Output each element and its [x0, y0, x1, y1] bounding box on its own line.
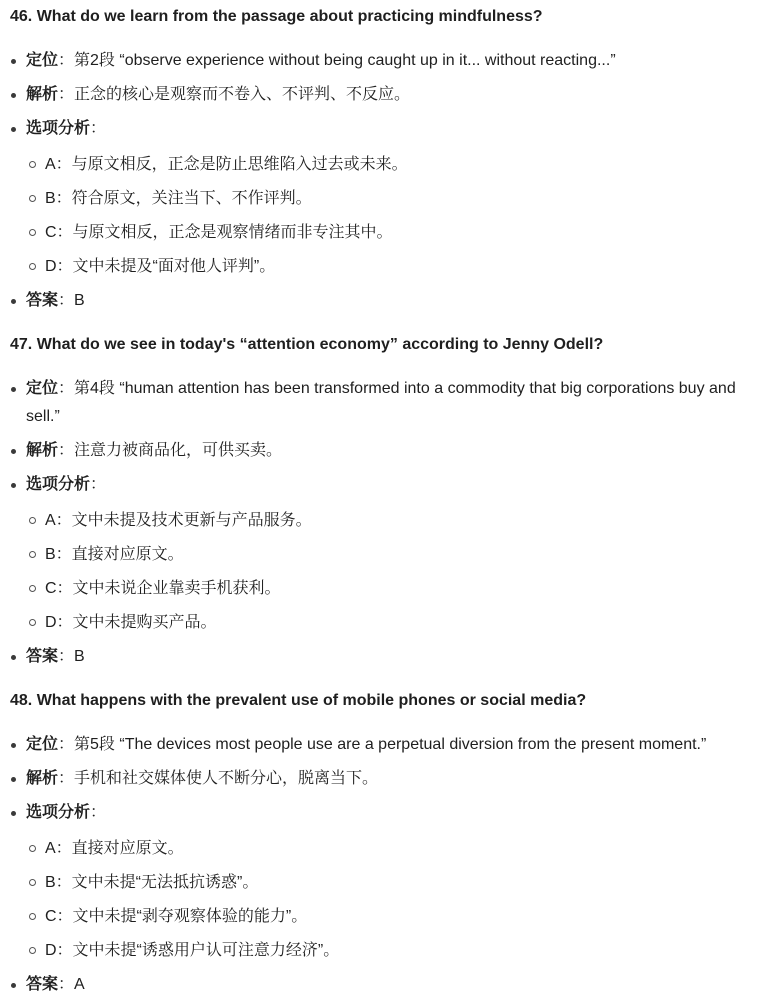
answer-item	[26, 971, 755, 999]
option-item: C：文中未说企业靠卖手机获利。	[45, 575, 755, 603]
locate-label: 定位	[26, 52, 59, 69]
option-item: A：与原文相反，正念是防止思维陷入过去或未来。	[45, 151, 755, 179]
answer-label: 答案	[26, 648, 59, 665]
question-title: 48. What happens with the prevalent use of mobile phones or social media?	[10, 692, 587, 709]
answer-item	[26, 287, 755, 315]
option-item: C：文中未提“剥夺观察体验的能力”。	[45, 903, 755, 931]
locate-text: ：第5段 “The devices most people use are a perpetual diversion from the present moment.”	[58, 736, 707, 753]
explain-label: 解析	[26, 442, 59, 459]
answer-text: ：B	[58, 648, 85, 665]
answer-text: ：A	[58, 976, 85, 993]
options-label: 选项分析	[26, 120, 91, 137]
question-title: 47. What do we see in today's “attention economy” according to Jenny Odell?	[10, 336, 604, 353]
answer-item	[26, 643, 755, 671]
explain-text: ：手机和社交媒体使人不断分心，脱离当下。	[58, 770, 379, 787]
locate-label: 定位	[26, 736, 59, 753]
option-item: D：文中未提“诱惑用户认可注意力经济”。	[45, 937, 755, 965]
locate-item	[26, 731, 755, 759]
answer-text: ：B	[58, 292, 85, 309]
option-item: B：符合原文，关注当下、不作评判。	[45, 185, 755, 213]
question-title: 46. What do we learn from the passage about practicing mindfulness?	[10, 8, 543, 25]
options-heading	[26, 471, 755, 499]
explain-item	[26, 765, 755, 793]
options-suffix: ：	[90, 804, 107, 821]
options-suffix: ：	[90, 476, 107, 493]
option-item: D：文中未提及“面对他人评判”。	[45, 253, 755, 281]
options-suffix: ：	[90, 120, 107, 137]
option-item: A：文中未提及技术更新与产品服务。	[45, 507, 755, 535]
options-label: 选项分析	[26, 476, 91, 493]
option-item: B：文中未提“无法抵抗诱惑”。	[45, 869, 755, 897]
options-label: 选项分析	[26, 804, 91, 821]
locate-item	[26, 47, 755, 75]
option-item: D：文中未提购买产品。	[45, 609, 755, 637]
answer-label: 答案	[26, 292, 59, 309]
option-item: C：与原文相反，正念是观察情绪而非专注其中。	[45, 219, 755, 247]
explain-item	[26, 437, 755, 465]
locate-text: ：第4段 “human attention has been transformed into a commodity that big corporations buy and sell.”	[26, 380, 736, 425]
explain-text: ：注意力被商品化，可供买卖。	[58, 442, 283, 459]
options-heading	[26, 115, 755, 143]
locate-item	[26, 375, 755, 431]
answer-label: 答案	[26, 976, 59, 993]
explain-text: ：正念的核心是观察而不卷入、不评判、不反应。	[58, 86, 411, 103]
explain-label: 解析	[26, 770, 59, 787]
explain-label: 解析	[26, 86, 59, 103]
locate-label: 定位	[26, 380, 59, 397]
option-item: A：直接对应原文。	[45, 835, 755, 863]
explain-item	[26, 81, 755, 109]
options-heading	[26, 799, 755, 827]
option-item: B：直接对应原文。	[45, 541, 755, 569]
locate-text: ：第2段 “observe experience without being caught up in it... without reacting...”	[58, 52, 616, 69]
